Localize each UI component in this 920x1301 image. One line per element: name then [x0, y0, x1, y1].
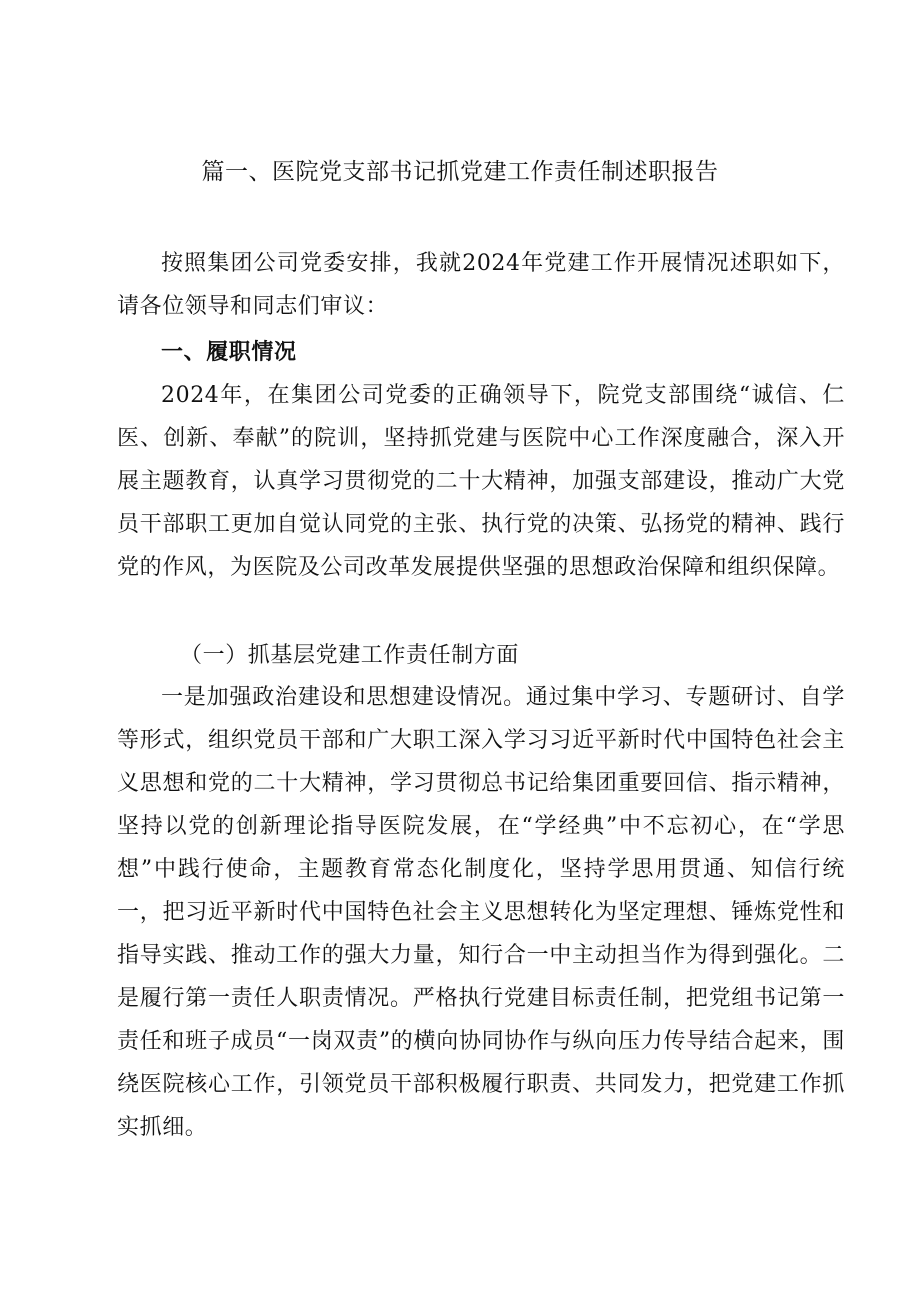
- subsection-heading-responsibility: （一）抓基层党建工作责任制方面: [180, 643, 520, 668]
- section-paragraph-performance: 2024年，在集团公司党委的正确领导下，院党支部围绕“诚信、仁医、创新、奉献”的院训，坚持抓党建与医院中心工作深度融合，深入开展主题教育，认真学习贯彻党的二十大精神，加强支部建设，推动广大党员干部职工更加自觉认同党的主张、执行党的决策、弘扬党的精神、践行党的作风，为医院及公司改革发展提供坚强的思想政治保障和组织保障。: [117, 383, 845, 580]
- subsection-paragraph-responsibility: 一是加强政治建设和思想建设情况。通过集中学习、专题研讨、自学等形式，组织党员干部和广大职工深入学习习近平新时代中国特色社会主义思想和党的二十大精神，学习贯彻总书记给集团重要回信、指示精神，坚持以党的创新理论指导医院发展，在“学经典”中不忘初心，在“学思想”中践行使命，主题教育常态化制度化，坚持学思用贯通、知信行统一，把习近平新时代中国特色社会主义思想转化为坚定理想、锤炼党性和指导实践、推动工作的强大力量，知行合一中主动担当作为得到强化。二是履行第一责任人职责情况。严格执行党建目标责任制，把党组书记第一责任和班子成员“一岗双责”的横向协同协作与纵向压力传导结合起来，围绕医院核心工作，引领党员干部积极履行职责、共同发力，把党建工作抓实抓细。: [117, 685, 845, 1140]
- intro-paragraph: 按照集团公司党委安排，我就2024年党建工作开展情况述职如下，请各位领导和同志们审议：: [117, 251, 845, 319]
- document-title: 篇一、医院党支部书记抓党建工作责任制述职报告: [201, 159, 719, 185]
- section-heading-performance: 一、履职情况: [161, 340, 297, 365]
